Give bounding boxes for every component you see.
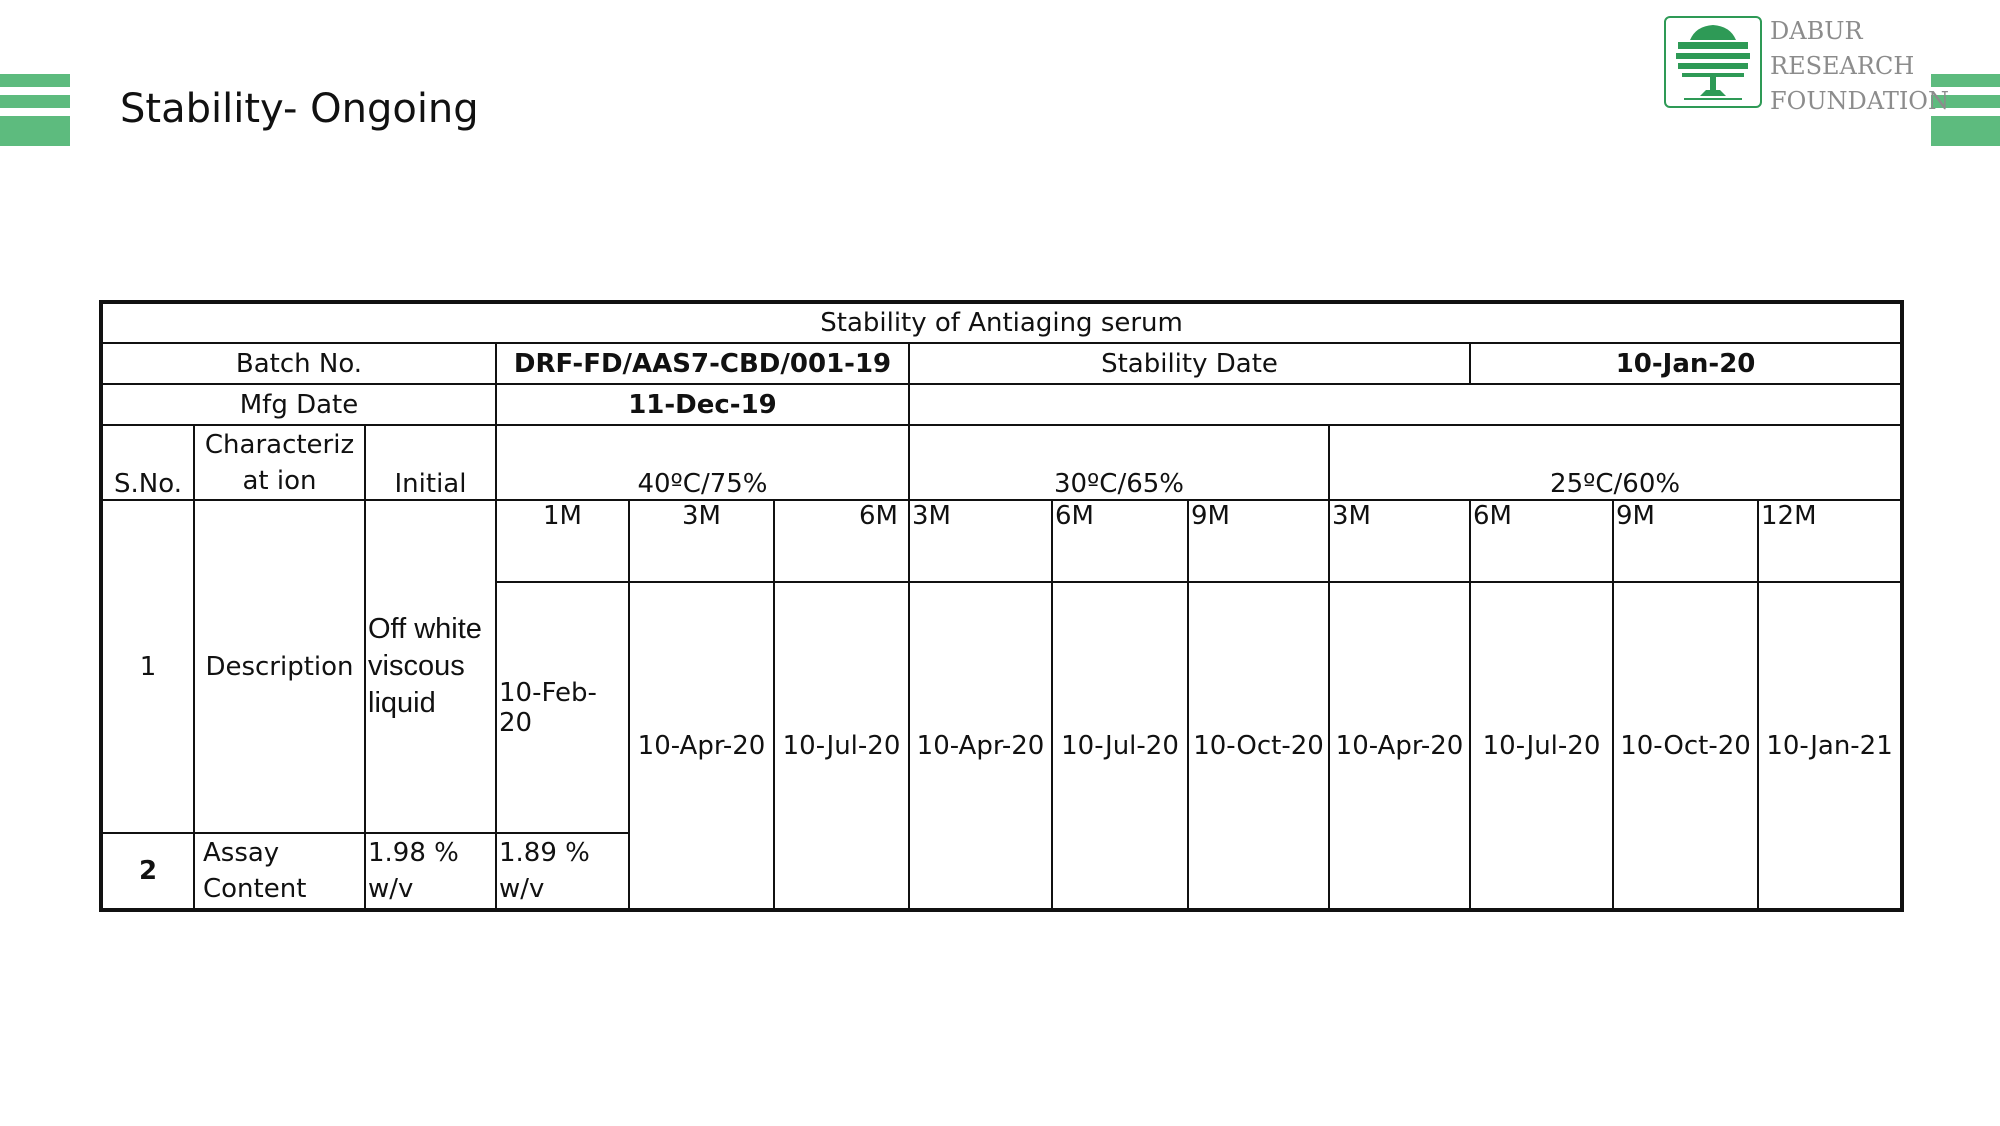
row2-characterization: Assay Content <box>194 833 365 910</box>
stability-table <box>99 300 1904 912</box>
month-6m: 6M <box>774 500 909 582</box>
date-9m-25: 10-Oct-20 <box>1613 582 1758 910</box>
month-9m-c: 9M <box>1613 500 1758 582</box>
date-12m-25: 10-Jan-21 <box>1758 582 1902 910</box>
slide-title: Stability- Ongoing <box>120 86 479 132</box>
right-accent-bar-3 <box>1931 116 2000 146</box>
table-caption: Stability of Antiaging serum <box>101 302 1902 343</box>
row1-sno: 1 <box>101 500 194 833</box>
header-condition-30: 30ºC/65% <box>909 425 1329 500</box>
stability-date-value: 10-Jan-20 <box>1470 343 1902 384</box>
left-accent-bar-1 <box>0 74 70 87</box>
header-condition-25: 25ºC/60% <box>1329 425 1902 500</box>
logo-text <box>1770 14 1949 119</box>
header-row <box>101 425 1902 500</box>
stability-date-label: Stability Date <box>909 343 1470 384</box>
caption-row <box>101 302 1902 343</box>
logo-line-2: RESEARCH <box>1770 52 1915 80</box>
month-12m-c: 12M <box>1758 500 1902 582</box>
month-6m-b: 6M <box>1052 500 1188 582</box>
dabur-logo <box>1664 14 1949 115</box>
mfg-row <box>101 384 1902 425</box>
logo-line-1: DABUR <box>1770 17 1863 45</box>
month-3m-b: 3M <box>909 500 1052 582</box>
months-row <box>101 500 1902 582</box>
row1-date-1m: 10-Feb-20 <box>496 582 629 833</box>
header-condition-40: 40ºC/75% <box>496 425 909 500</box>
date-3m-25: 10-Apr-20 <box>1329 582 1470 910</box>
batch-value: DRF-FD/AAS7-CBD/001-19 <box>496 343 909 384</box>
left-accent-bar-3 <box>0 116 70 146</box>
header-sno: S.No. <box>101 425 194 500</box>
row1-characterization: Description <box>194 500 365 833</box>
month-6m-c: 6M <box>1470 500 1613 582</box>
left-accent-bar-2 <box>0 95 70 108</box>
date-6m-30: 10-Jul-20 <box>1052 582 1188 910</box>
date-3m-40: 10-Apr-20 <box>629 582 774 910</box>
month-3m-c: 3M <box>1329 500 1470 582</box>
date-3m-30: 10-Apr-20 <box>909 582 1052 910</box>
date-6m-40: 10-Jul-20 <box>774 582 909 910</box>
row2-sno: 2 <box>101 833 194 910</box>
month-9m-b: 9M <box>1188 500 1329 582</box>
batch-row <box>101 343 1902 384</box>
batch-label: Batch No. <box>101 343 496 384</box>
month-1m: 1M <box>496 500 629 582</box>
tree-icon <box>1664 16 1762 108</box>
logo-line-3: FOUNDATION <box>1770 87 1949 115</box>
row2-value-1m: 1.89 % w/v <box>496 833 629 910</box>
date-9m-30: 10-Oct-20 <box>1188 582 1329 910</box>
header-characterization: Characterizat ion <box>194 425 365 500</box>
row2-initial: 1.98 % w/v <box>365 833 496 910</box>
header-initial: Initial <box>365 425 496 500</box>
month-3m: 3M <box>629 500 774 582</box>
mfg-label: Mfg Date <box>101 384 496 425</box>
mfg-value: 11-Dec-19 <box>496 384 909 425</box>
mfg-empty-cell <box>909 384 1902 425</box>
date-6m-25: 10-Jul-20 <box>1470 582 1613 910</box>
row1-initial: Off white viscous liquid <box>365 500 496 833</box>
